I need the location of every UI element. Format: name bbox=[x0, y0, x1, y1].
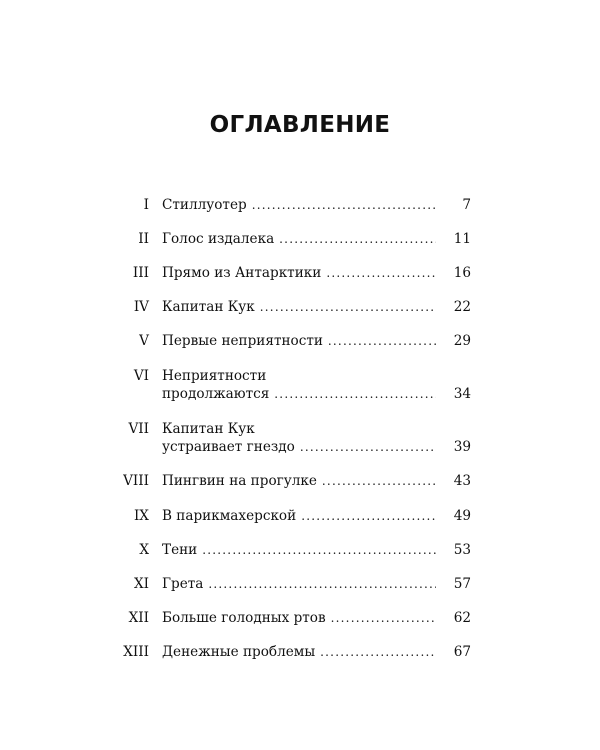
chapter-title bbox=[162, 507, 436, 525]
chapter-title-text: Стиллуотер bbox=[162, 197, 247, 213]
chapter-title-text: Пингвин на прогулке bbox=[162, 473, 317, 489]
dot-leader bbox=[322, 472, 436, 490]
chapter-title bbox=[162, 230, 436, 248]
chapter-title-last-line bbox=[162, 332, 436, 350]
chapter-title-text: В парикмахерской bbox=[162, 508, 297, 524]
page-number: 53 bbox=[453, 542, 471, 558]
page-number: 11 bbox=[453, 231, 471, 247]
chapter-title-text: Тени bbox=[162, 542, 198, 558]
dot-leader bbox=[279, 230, 436, 248]
chapter-title-text: Голос издалека bbox=[162, 231, 275, 247]
chapter-title-last-line bbox=[162, 541, 436, 559]
chapter-title-text: Денежные проблемы bbox=[162, 644, 316, 660]
dot-leader bbox=[260, 298, 436, 316]
page-number: 43 bbox=[453, 473, 471, 489]
chapter-title bbox=[162, 541, 436, 559]
page-number: 34 bbox=[453, 386, 471, 402]
chapter-title-text: Больше голодных ртов bbox=[162, 610, 326, 626]
chapter-title-text: Грета bbox=[162, 576, 204, 592]
chapter-title bbox=[162, 332, 436, 350]
chapter-title-text: устраивает гнездо bbox=[162, 439, 295, 455]
dot-leader bbox=[301, 507, 436, 525]
dot-leader bbox=[320, 643, 436, 661]
chapter-title-last-line bbox=[162, 507, 436, 525]
chapter-numeral: IV bbox=[133, 299, 149, 315]
toc-heading: ОГЛАВЛЕНИЕ bbox=[209, 112, 391, 138]
chapter-title-text: Прямо из Антарктики bbox=[162, 265, 322, 281]
chapter-title bbox=[162, 264, 436, 282]
page-number: 39 bbox=[453, 439, 471, 455]
chapter-title bbox=[162, 420, 436, 456]
dot-leader bbox=[274, 385, 436, 403]
page-number: 7 bbox=[462, 197, 471, 213]
chapter-title bbox=[162, 472, 436, 490]
chapter-title-last-line bbox=[162, 298, 436, 316]
chapter-title bbox=[162, 609, 436, 627]
chapter-title bbox=[162, 298, 436, 316]
chapter-title bbox=[162, 643, 436, 661]
chapter-title-last-line bbox=[162, 196, 436, 214]
dot-leader bbox=[252, 196, 436, 214]
chapter-title-last-line bbox=[162, 264, 436, 282]
chapter-title-text: Неприятности bbox=[162, 368, 267, 384]
chapter-title-last-line bbox=[162, 575, 436, 593]
chapter-title-text: продолжаются bbox=[162, 386, 270, 402]
page-number: 67 bbox=[453, 644, 471, 660]
chapter-title-last-line bbox=[162, 438, 436, 456]
dot-leader bbox=[326, 264, 436, 282]
chapter-title-text: Капитан Кук bbox=[162, 299, 255, 315]
chapter-numeral: II bbox=[138, 231, 149, 247]
chapter-title-line bbox=[162, 367, 436, 385]
chapter-numeral: VI bbox=[133, 368, 149, 384]
chapter-numeral: X bbox=[139, 542, 149, 558]
chapter-title bbox=[162, 367, 436, 403]
dot-leader bbox=[300, 438, 436, 456]
dot-leader bbox=[331, 609, 436, 627]
chapter-title-last-line bbox=[162, 230, 436, 248]
chapter-numeral: VII bbox=[128, 421, 149, 437]
chapter-title-line bbox=[162, 420, 436, 438]
page-number: 62 bbox=[453, 610, 471, 626]
chapter-numeral: XI bbox=[133, 576, 149, 592]
chapter-title bbox=[162, 196, 436, 214]
chapter-title-text: Первые неприятности bbox=[162, 333, 323, 349]
dot-leader bbox=[328, 332, 436, 350]
page-number: 22 bbox=[453, 299, 471, 315]
page-number: 57 bbox=[453, 576, 471, 592]
chapter-numeral: III bbox=[132, 265, 149, 281]
page-number: 29 bbox=[453, 333, 471, 349]
chapter-numeral: I bbox=[143, 197, 149, 213]
chapter-title-last-line bbox=[162, 385, 436, 403]
chapter-numeral: XII bbox=[128, 610, 149, 626]
chapter-title-last-line bbox=[162, 643, 436, 661]
chapter-numeral: IX bbox=[133, 508, 149, 524]
chapter-numeral: V bbox=[139, 333, 149, 349]
chapter-title bbox=[162, 575, 436, 593]
page-number: 16 bbox=[453, 265, 471, 281]
dot-leader bbox=[208, 575, 436, 593]
chapter-numeral: VIII bbox=[123, 473, 149, 489]
dot-leader bbox=[202, 541, 436, 559]
chapter-title-last-line bbox=[162, 609, 436, 627]
chapter-title-last-line bbox=[162, 472, 436, 490]
page-number: 49 bbox=[453, 508, 471, 524]
chapter-numeral: XIII bbox=[123, 644, 149, 660]
chapter-title-text: Капитан Кук bbox=[162, 421, 255, 437]
